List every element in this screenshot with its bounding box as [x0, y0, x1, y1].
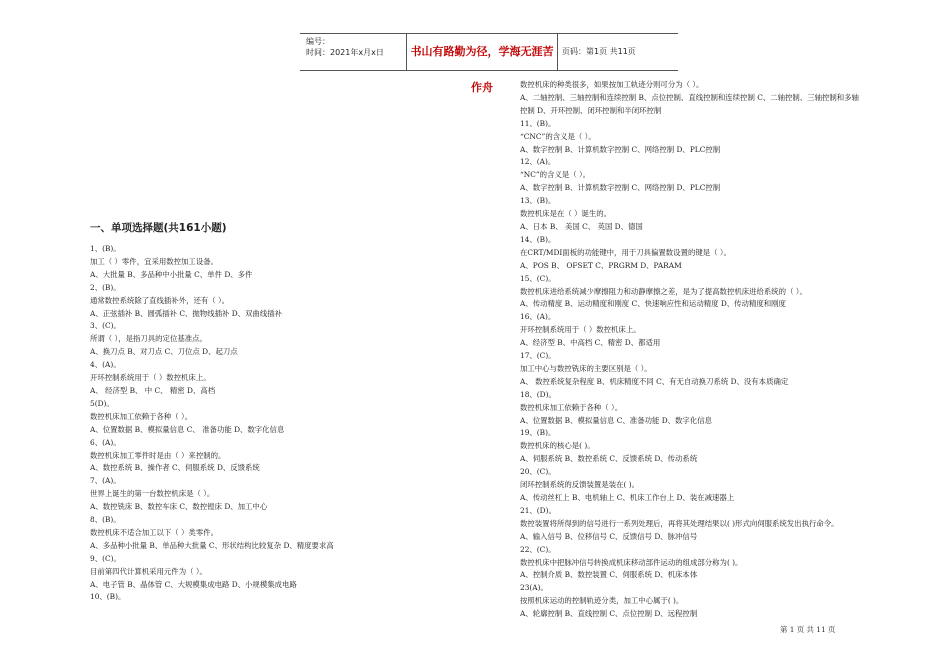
question-line: 数控机床加工依赖于各种（ ）。	[90, 411, 193, 421]
question-line: A、伺服系统 B、数控系统 C、反馈系统 D、传动系统	[520, 454, 698, 464]
question-line: 19、(B)。	[520, 428, 556, 438]
question-line: 数控机床的核心是( )。	[520, 441, 595, 451]
question-line: 开环控制系统用于（ ）数控机床上。	[520, 325, 641, 335]
question-line: 加工中心与数控铣床的主要区别是（ ）。	[520, 363, 652, 373]
question-line: 按照机床运动的控制轨迹分类，加工中心属于( )。	[520, 596, 684, 606]
question-line: A、大批量 B、多品种中小批量 C、单件 D、多件	[90, 269, 253, 279]
question-line: 数控机床加工零件时是由（ ）来控制的。	[90, 450, 226, 460]
question-line: 5(D)。	[90, 398, 114, 408]
left-column	[90, 243, 334, 604]
question-line: 12、(A)。	[520, 157, 556, 167]
question-line: 目前第四代计算机采用元件为（ ）。	[90, 566, 207, 576]
section-title: 一、单项选择题(共161小题)	[90, 222, 227, 234]
question-line: 16、(A)。	[520, 312, 556, 322]
question-line: A、多品种小批量 B、单品种大批量 C、形状结构比较复杂 D、精度要求高	[90, 540, 334, 550]
question-line: “CNC”的含义是（ ）。	[520, 131, 596, 141]
question-line: 2、(B)。	[90, 282, 121, 292]
question-line: A、数控系统 B、操作者 C、伺服系统 D、反馈系统	[90, 463, 260, 473]
question-line: 闭环控制系统的反馈装置是装在( )。	[520, 480, 639, 490]
question-line: 9、(C)。	[90, 553, 121, 563]
question-line: A、正弦插补 B、圆弧插补 C、抛物线插补 D、双曲线插补	[90, 308, 282, 318]
question-line: A、轮廓控制 B、直线控制 C、点位控制 D、远程控制	[520, 609, 698, 619]
question-line: 所谓（ ），是指刀具的定位基准点。	[90, 334, 207, 344]
question-line: A、数字控制 B、计算机数字控制 C、网络控制 D、PLC控制	[520, 183, 721, 193]
question-line: A、位置数据 B、模拟量信息 C、准备功能 D、数字化信息	[520, 415, 712, 425]
question-line: 14、(B)。	[520, 234, 556, 244]
question-line: 18、(D)。	[520, 389, 556, 399]
question-line: 控制 D、开环控制、闭环控制和半闭环控制	[520, 105, 662, 115]
question-line: 开环控制系统用于（ ）数控机床上。	[90, 373, 211, 383]
question-line: A、位置数据 B、模拟量信息 C、 准备功能 D、数字化信息	[90, 424, 285, 434]
question-line: 数控机床不适合加工以下（ ）类零件。	[90, 527, 218, 537]
header-meta	[306, 36, 384, 58]
question-line: 数控机床加工依赖于各种（ ）。	[520, 402, 623, 412]
question-line: A、经济型 B、中高档 C、精密 D、都适用	[520, 338, 661, 348]
question-line: 22、(C)。	[520, 544, 556, 554]
question-line: “NC”的含义是（ ）。	[520, 170, 591, 180]
question-line: 17、(C)。	[520, 351, 556, 361]
question-line: 7、(A)。	[90, 476, 121, 486]
question-line: 23(A)。	[520, 583, 548, 593]
question-line: 1、(B)。	[90, 244, 121, 253]
question-line: A、日本 B、 美国 C、 英国 D、德国	[520, 221, 643, 231]
question-line: 10、(B)。	[90, 592, 126, 602]
question-line: A、 数控系统复杂程度 B、机床精度不同 C、有无自动换刀系统 D、没有本质确定	[520, 376, 789, 386]
question-line: 在CRT/MDI面板的功能键中，用于刀具偏置数设置的键是（ ）。	[520, 247, 731, 257]
question-line: 加工（ ）零件，宜采用数控加工设备。	[90, 256, 218, 266]
question-line: A、电子管 B、晶体管 C、大规模集成电路 D、小规模集成电路	[90, 579, 297, 589]
question-line: A、传动精度 B、运动精度和刚度 C、快速响应性和运动精度 D、传动精度和刚度	[520, 299, 786, 309]
question-line: 通常数控系统除了直线插补外，还有（ ）。	[90, 295, 230, 305]
question-line: 15、(C)。	[520, 273, 556, 283]
question-line: 4、(A)。	[90, 360, 121, 370]
question-line: 世界上诞生的第一台数控机床是（ ）。	[90, 489, 215, 499]
header-page: 页码：第1页 共11页	[562, 47, 636, 56]
question-line: 3、(C)。	[90, 321, 121, 331]
question-line: 数控机床的种类很多，如果按加工轨迹分则可分为（ ）。	[520, 80, 704, 89]
question-line: A、 经济型 B、 中 C、 精密 D、高档	[90, 385, 216, 395]
question-line: 6、(A)。	[90, 437, 121, 447]
question-line: A、数字控制 B、计算机数字控制 C、网络控制 D、PLC控制	[520, 144, 721, 154]
question-line: A、传动丝杠上 B、电机轴上 C、机床工作台上 D、装在减速器上	[520, 493, 735, 502]
right-column	[520, 79, 859, 621]
question-line: A、控制介质 B、数控装置 C、伺服系统 D、机床本体	[520, 570, 698, 580]
header-time: 时间：2021年x月x日	[306, 48, 384, 57]
question-line: 数控机床中把脉冲信号转换成机床移动部件运动的组成部分称为( )。	[520, 557, 743, 567]
header-motto: 书山有路勤为径，学海无涯苦作舟	[406, 34, 558, 70]
question-line: 数控装置将所得到的信号进行一系列处理后，再将其处理结果以( )形式向伺服系统发出执行命令。	[520, 518, 839, 528]
question-line: 20、(C)。	[520, 467, 556, 477]
question-line: 8、(B)。	[90, 515, 121, 525]
question-line: 数控机床是在（ ）诞生的。	[520, 209, 612, 219]
question-line: A、换刀点 B、对刀点 C、刀位点 D、起刀点	[90, 347, 238, 357]
question-line: 11、(B)。	[520, 118, 556, 128]
header-number: 编号：	[306, 37, 330, 46]
question-line: A、数控铣床 B、数控车床 C、数控镗床 D、加工中心	[90, 502, 268, 512]
question-line: 数控机床进给系统减少摩擦阻力和动静摩擦之差，是为了提高数控机床进给系统的（ ）。	[520, 286, 807, 296]
question-line: A、二轴控制、三轴控制和连续控制 B、点位控制、直线控制和连续控制 C、二轴控制、三轴控制和多轴	[520, 92, 859, 102]
question-line: 13、(B)。	[520, 196, 556, 206]
question-line: A、输入信号 B、位移信号 C、反馈信号 D、脉冲信号	[520, 531, 698, 541]
question-line: A、POS B、 OFSET C、PRGRM D、PARAM	[520, 260, 682, 270]
page-footer: 第 1 页 共 11 页	[780, 625, 836, 634]
question-line: 21、(D)。	[520, 505, 556, 515]
